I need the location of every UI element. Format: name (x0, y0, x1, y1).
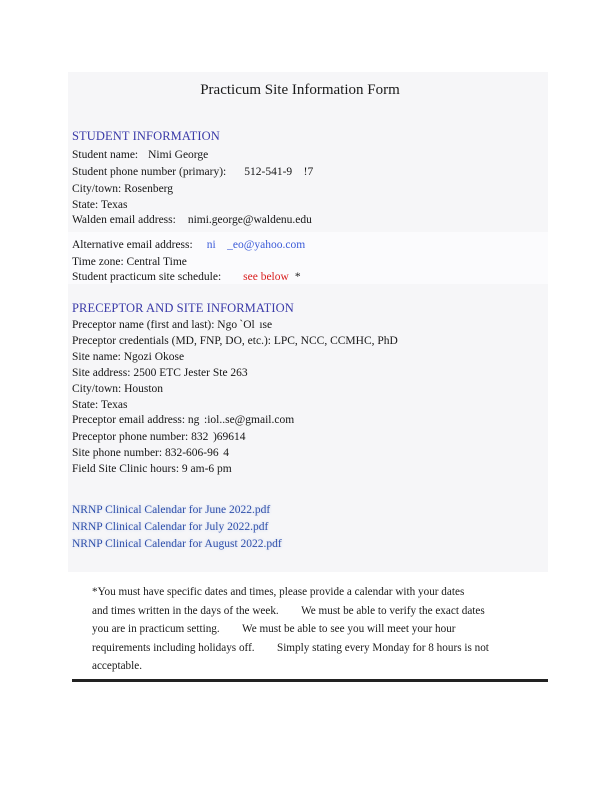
student-alt-email-row (72, 238, 305, 253)
note-line: acceptable. (92, 660, 142, 672)
note-line: and times written in the days of the week. We must be able to verify the exact dates (92, 604, 485, 617)
schedule-label: Student practicum site schedule: (72, 271, 222, 283)
student-phone-row (72, 165, 313, 180)
preceptor-email: Preceptor email address: ng :iol..se@gmail.com (72, 414, 295, 426)
student-name-value: Nimi George (148, 149, 209, 161)
student-name-row (72, 148, 208, 163)
student-phone-label: Student phone number (primary): (72, 166, 227, 178)
student-time-zone: Time zone: Central Time (72, 256, 187, 268)
preceptor-credentials: Preceptor credentials (MD, FNP, DO, etc.): LPC, NCC, CCMHC, PhD (72, 335, 398, 347)
note-line: requirements including holidays off. Simply stating every Monday for 8 hours is not (92, 641, 489, 654)
schedule-value: see below (243, 271, 289, 283)
attachment-link-june[interactable]: NRNP Clinical Calendar for June 2022.pdf (72, 504, 271, 516)
attachment-link-august[interactable]: NRNP Clinical Calendar for August 2022.pdf (72, 538, 282, 550)
student-name-label: Student name: (72, 149, 139, 161)
student-state: State: Texas (72, 199, 128, 211)
student-section-heading: STUDENT INFORMATION (72, 129, 220, 143)
walden-email-label: Walden email address: (72, 214, 176, 226)
student-schedule-row (72, 270, 301, 285)
student-city: City/town: Rosenberg (72, 183, 174, 195)
page-title: Practicum Site Information Form (200, 82, 400, 98)
walden-email-value: nimi.george@waldenu.edu (187, 214, 312, 226)
preceptor-phone: Preceptor phone number: 832 )69614 (72, 431, 246, 443)
schedule-asterisk: * (294, 271, 301, 283)
attachment-link-july[interactable]: NRNP Clinical Calendar for July 2022.pdf (72, 521, 269, 533)
preceptor-section-heading: PRECEPTOR AND SITE INFORMATION (72, 301, 294, 315)
student-walden-email-row (72, 213, 312, 228)
preceptor-name: Preceptor name (first and last): Ngo `Ol ıse (72, 319, 273, 331)
site-name: Site name: Ngozi Okose (72, 351, 185, 363)
site-phone: Site phone number: 832-606-96 4 (72, 447, 229, 459)
bottom-rule (72, 679, 548, 682)
alt-email-value[interactable]: ni _eo@yahoo.com (206, 239, 306, 251)
preceptor-state: State: Texas (72, 399, 128, 411)
preceptor-city: City/town: Houston (72, 383, 164, 395)
student-phone-value: 512-541-9 !7 (244, 166, 314, 178)
alt-email-label: Alternative email address: (72, 239, 193, 251)
schedule-note (92, 583, 548, 676)
site-address: Site address: 2500 ETC Jester Ste 263 (72, 367, 248, 379)
note-line: you are in practicum setting. We must be able to see you will meet your hour (92, 623, 456, 635)
clinic-hours: Field Site Clinic hours: 9 am-6 pm (72, 463, 232, 475)
note-line: *You must have specific dates and times, please provide a calendar with your dates (92, 586, 465, 598)
